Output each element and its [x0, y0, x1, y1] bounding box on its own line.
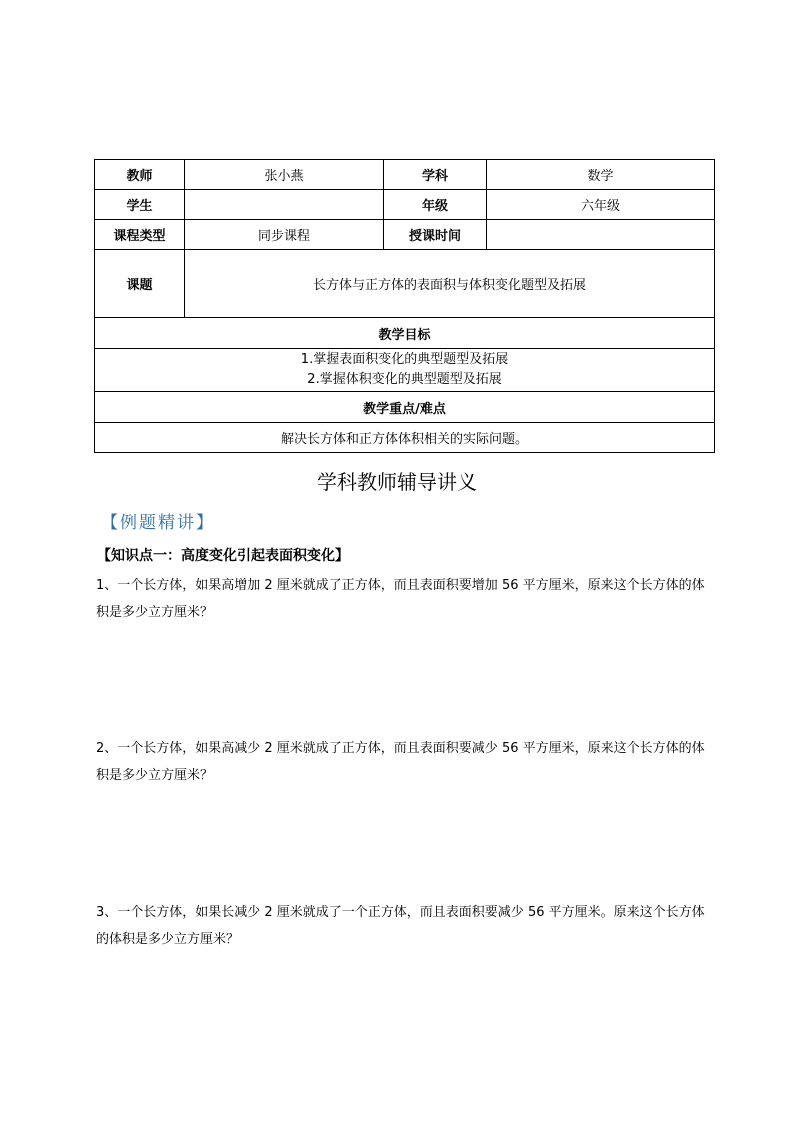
question-2: 2、一个长方体，如果高减少 2 厘米就成了正方体，而且表面积要减少 56 平方厘米，原来这个长方体的体积是多少立方厘米？ [96, 741, 705, 783]
course-type-value: 同步课程 [185, 220, 384, 250]
goal-item: 1.掌握表面积变化的典型题型及拓展 [300, 352, 509, 367]
teacher-label: 教师 [95, 160, 185, 190]
section-title: 【例题精讲】 [101, 513, 215, 533]
focus-text: 解决长方体和正方体体积相关的实际问题。 [95, 423, 715, 453]
handout-heading: 学科教师辅导讲义 [317, 470, 477, 494]
grade-label: 年级 [384, 190, 487, 220]
subject-value: 数学 [487, 160, 715, 190]
question-3: 3、一个长方体，如果长减少 2 厘米就成了一个正方体，而且表面积要减少 56 平方厘米。原来这个长方体的体积是多少立方厘米？ [96, 905, 705, 947]
class-time-label: 授课时间 [384, 220, 487, 250]
lesson-info-table [94, 159, 715, 453]
topic-label: 课题 [95, 250, 185, 318]
teacher-value: 张小燕 [185, 160, 384, 190]
grade-value: 六年级 [487, 190, 715, 220]
course-type-label: 课程类型 [95, 220, 185, 250]
goals-header: 教学目标 [95, 318, 715, 349]
class-time-value [487, 220, 715, 250]
knowledge-point-title: 【知识点一：高度变化引起表面积变化】 [97, 548, 349, 564]
student-value [185, 190, 384, 220]
goals-cell [95, 349, 715, 392]
topic-title: 长方体与正方体的表面积与体积变化题型及拓展 [185, 250, 715, 318]
subject-label: 学科 [384, 160, 487, 190]
goal-item: 2.掌握体积变化的典型题型及拓展 [307, 372, 502, 387]
focus-header: 教学重点/难点 [95, 392, 715, 423]
student-label: 学生 [95, 190, 185, 220]
question-1: 1、一个长方体，如果高增加 2 厘米就成了正方体，而且表面积要增加 56 平方厘米，原来这个长方体的体积是多少立方厘米？ [96, 578, 705, 620]
